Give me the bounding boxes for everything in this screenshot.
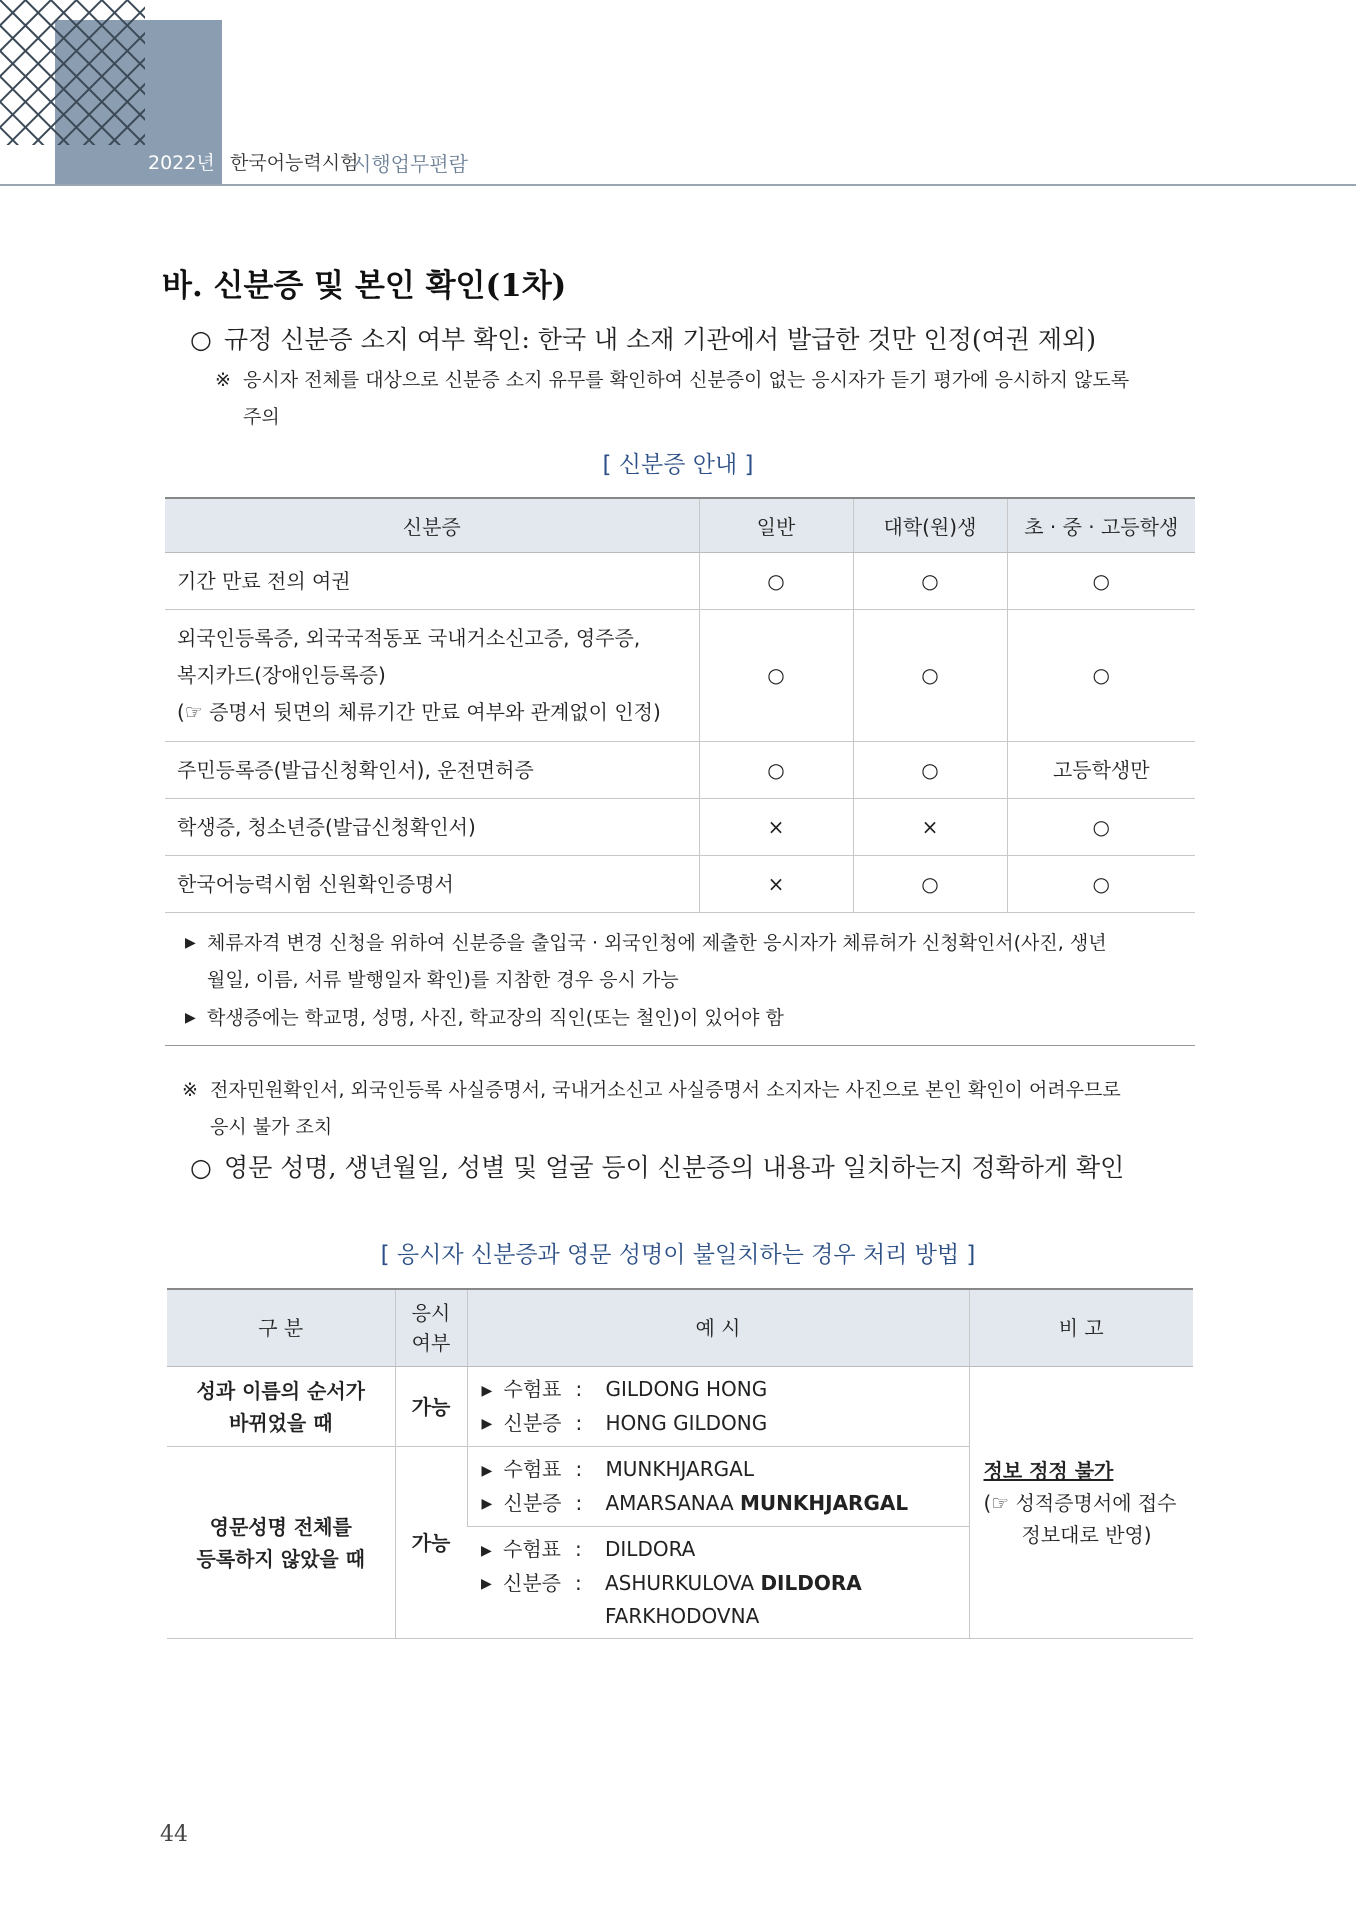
reference-mark: ※ <box>215 369 231 391</box>
id-type-cell: 학생증, 청소년증(발급신청확인서) <box>165 799 699 856</box>
tip-item: ▶ 학생증에는 학교명, 성명, 사진, 학교장의 직인(또는 철인)이 있어야 함 <box>185 1000 1175 1037</box>
school-cell: ○ <box>1007 856 1195 913</box>
header-book-title: 한국어능력시험 <box>230 152 359 174</box>
school-cell: 고등학생만 <box>1007 742 1195 799</box>
triangle-bullet-icon: ▶ <box>185 1010 196 1026</box>
column-header: 초 · 중 · 고등학생 <box>1007 498 1195 553</box>
school-cell: ○ <box>1007 610 1195 742</box>
triangle-bullet-icon: ▶ <box>185 935 196 951</box>
header-book-subtitle: 시행업무편람 <box>352 152 468 176</box>
university-cell: ○ <box>853 742 1007 799</box>
university-cell: ○ <box>853 553 1007 610</box>
column-header: 신분증 <box>165 498 699 553</box>
id-type-cell: 한국어능력시험 신원확인증명서 <box>165 856 699 913</box>
column-header: 예 시 <box>467 1289 969 1367</box>
table-row <box>165 742 1195 799</box>
name-table-caption: [ 응시자 신분증과 영문 성명이 불일치하는 경우 처리 방법 ] <box>380 1242 976 1268</box>
university-cell: ○ <box>853 856 1007 913</box>
header-rule <box>0 184 1356 186</box>
triangle-bullet-icon: ▶ <box>481 1576 492 1592</box>
triangle-bullet-icon: ▶ <box>481 1416 493 1432</box>
table-row <box>165 856 1195 913</box>
page-number: 44 <box>160 1822 188 1847</box>
note-line: 응시자 전체를 대상으로 신분증 소지 유무를 확인하여 신분증이 없는 응시자가 듣기 평가에 응시하지 않도록 <box>243 369 1130 391</box>
triangle-bullet-icon: ▶ <box>481 1496 493 1512</box>
table-row <box>167 1367 1193 1447</box>
example-cell: ▶ 수험표 : MUNKHJARGAL ▶ 신분증 : AMARSANAA MUNKHJARGAL <box>467 1447 969 1527</box>
general-cell: ○ <box>699 553 853 610</box>
note-unacceptable-docs: ※ 전자민원확인서, 외국인등록 사실증명서, 국내거소신고 사실증명서 소지자는 사진으로 본인 확인이 어려우므로 응시 불가 조치 <box>182 1072 1202 1146</box>
university-cell: ○ <box>853 610 1007 742</box>
triangle-bullet-icon: ▶ <box>481 1382 493 1399</box>
note-line: 주의 <box>243 406 280 428</box>
general-cell: ○ <box>699 742 853 799</box>
table-header-row <box>165 498 1195 553</box>
availability-cell: 가능 <box>395 1447 467 1639</box>
general-cell: × <box>699 856 853 913</box>
column-header: 일반 <box>699 498 853 553</box>
point-id-check <box>190 320 1096 356</box>
school-cell: ○ <box>1007 553 1195 610</box>
id-type-cell: 주민등록증(발급신청확인서), 운전면허증 <box>165 742 699 799</box>
general-cell: ○ <box>699 610 853 742</box>
tip-item: ▶ 체류자격 변경 신청을 위하여 신분증을 출입국 · 외국인청에 제출한 응시자가 체류허가 신청확인서(사진, 생년 <box>185 925 1175 962</box>
point-info-match: ○ 영문 성명, 생년월일, 성별 및 얼굴 등이 신분증의 내용과 일치하는지 정확하게 확인 <box>190 1153 1125 1182</box>
column-header: 비 고 <box>969 1289 1193 1367</box>
point-text: 규정 신분증 소지 여부 확인: 한국 내 소재 기관에서 발급한 것만 인정(여권 제외) <box>224 325 1096 354</box>
id-type-cell: 기간 만료 전의 여권 <box>165 553 699 610</box>
column-header: 구 분 <box>167 1289 395 1367</box>
note-no-id <box>215 362 1205 436</box>
column-header: 대학(원)생 <box>853 498 1007 553</box>
tip-item-continued: 월일, 이름, 서류 발행일자 확인)를 지참한 경우 응시 가능 <box>207 969 679 991</box>
example-cell: ▶ 수험표 : DILDORA ▶ 신분증 : ASHURKULOVA DILDORA FARKHODOVNA <box>467 1527 969 1639</box>
header-lattice-pattern <box>0 0 145 145</box>
header-year: 2022년 <box>148 152 215 174</box>
table-row <box>165 553 1195 610</box>
school-cell: ○ <box>1007 799 1195 856</box>
circle-marker: ○ <box>190 1153 212 1182</box>
section-title: 바. 신분증 및 본인 확인(1차) <box>162 268 567 304</box>
remark-cell: 정보 정정 불가 (☞ 성적증명서에 접수 정보대로 반영) <box>969 1367 1193 1639</box>
table-header-row <box>167 1289 1193 1367</box>
remark-title: 정보 정정 불가 <box>983 1458 1114 1483</box>
column-header: 응시 여부 <box>395 1289 467 1367</box>
table-row <box>165 610 1195 742</box>
triangle-bullet-icon: ▶ <box>481 1462 493 1479</box>
circle-marker: ○ <box>190 325 212 354</box>
id-table-caption: [ 신분증 안내 ] <box>602 452 754 478</box>
university-cell: × <box>853 799 1007 856</box>
example-cell: ▶ 수험표 : GILDONG HONG ▶ 신분증 : HONG GILDONG <box>467 1367 969 1447</box>
table-row <box>165 799 1195 856</box>
reference-mark: ※ <box>182 1079 198 1101</box>
category-cell: 성과 이름의 순서가 바뀌었을 때 <box>167 1367 395 1447</box>
availability-cell: 가능 <box>395 1367 467 1447</box>
id-type-cell: 외국인등록증, 외국국적동포 국내거소신고증, 영주증, 복지카드(장애인등록증) (☞ 증명서 뒷면의 체류기간 만료 여부와 관계없이 인정) <box>165 610 699 742</box>
tips-box <box>165 915 1195 1046</box>
category-cell: 영문성명 전체를 등록하지 않았을 때 <box>167 1447 395 1639</box>
triangle-bullet-icon: ▶ <box>481 1542 492 1559</box>
name-mismatch-table <box>167 1288 1193 1639</box>
general-cell: × <box>699 799 853 856</box>
id-guide-table <box>165 497 1195 913</box>
